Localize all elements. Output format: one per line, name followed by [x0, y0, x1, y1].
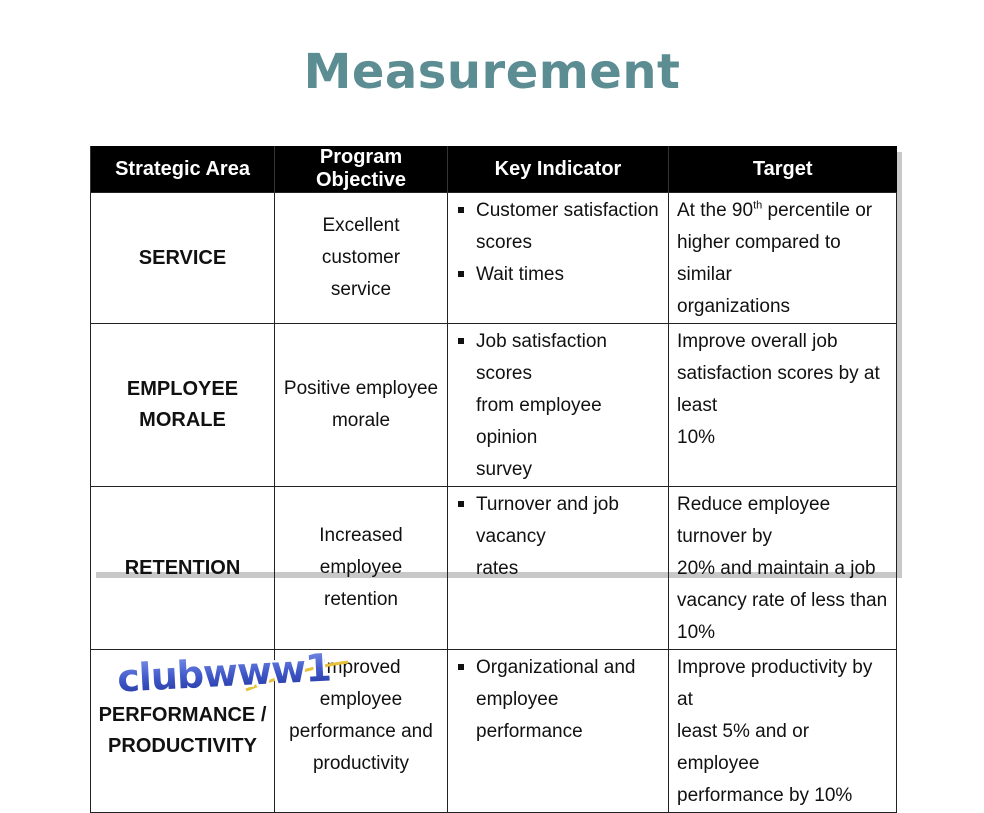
target-line: least 5% and or employee [677, 721, 810, 774]
target-cell [669, 193, 897, 324]
strategic-area-cell: SERVICE [91, 193, 275, 324]
strategic-area-cell: EMPLOYEE MORALE [91, 324, 275, 487]
table-row [91, 487, 897, 650]
measurement-table [90, 146, 897, 813]
header-program-objective: Program Objective [275, 146, 448, 193]
objective-line: performance and [289, 721, 433, 742]
target-superscript: th [753, 199, 763, 212]
indicator-line: from employee opinion [476, 395, 602, 448]
key-indicator-cell [448, 324, 669, 487]
indicator-item [456, 489, 664, 585]
indicator-item [456, 652, 664, 748]
objective-line: productivity [312, 753, 410, 774]
logo-text: clubwww1 [116, 645, 332, 701]
indicator-line: survey [476, 459, 532, 480]
key-indicator-cell [448, 650, 669, 813]
header-strategic-area: Strategic Area [91, 146, 275, 193]
target-line: 20% and maintain a job [677, 558, 876, 579]
strategic-area-cell: RETENTION [91, 487, 275, 650]
indicator-line: Organizational and [476, 657, 636, 678]
objective-line: morale [331, 410, 391, 431]
target-line: performance by 10% [677, 785, 853, 806]
target-line: vacancy rate of less than 10% [677, 590, 888, 643]
target-line: 10% [677, 427, 716, 448]
indicator-line: Wait times [476, 264, 564, 285]
objective-line: service [330, 279, 392, 300]
clubwww1-logo [96, 640, 352, 702]
objective-line: Improved employee [319, 657, 403, 710]
indicator-line: rates [476, 558, 519, 579]
target-line: Reduce employee turnover by [677, 494, 831, 547]
table-header-row [91, 146, 897, 193]
key-indicator-cell [448, 193, 669, 324]
indicator-item [456, 195, 664, 259]
indicator-item [456, 326, 664, 486]
target-line: Improve productivity by at [677, 657, 873, 710]
page-title: Measurement [303, 44, 681, 100]
target-line: higher compared to similar [677, 232, 841, 285]
header-target: Target [669, 146, 897, 193]
indicator-line: Job satisfaction scores [476, 331, 607, 384]
table-row [91, 324, 897, 487]
program-objective-cell [275, 324, 448, 487]
target-line: percentile or [762, 200, 873, 221]
objective-line: Positive employee [283, 378, 439, 399]
table-row [91, 193, 897, 324]
indicator-item [456, 259, 664, 291]
indicator-line: Customer satisfaction [476, 200, 659, 221]
objective-line: retention [324, 589, 398, 610]
key-indicator-cell [448, 487, 669, 650]
objective-line: Excellent customer [321, 215, 401, 268]
target-line: Improve overall job [677, 331, 838, 352]
program-objective-cell [275, 487, 448, 650]
indicator-line: Turnover and job vacancy [476, 494, 619, 547]
target-cell [669, 324, 897, 487]
objective-line: Increased employee [319, 525, 403, 578]
program-objective-cell [275, 193, 448, 324]
target-line: At the 90 [677, 200, 754, 221]
target-line: satisfaction scores by at least [677, 363, 880, 416]
indicator-line: employee performance [476, 689, 583, 742]
area-line: PERFORMANCE / [98, 704, 267, 726]
indicator-line: scores [476, 232, 532, 253]
target-cell [669, 487, 897, 650]
target-line: organizations [677, 296, 791, 317]
area-line: PRODUCTIVITY [108, 735, 257, 757]
header-key-indicator: Key Indicator [448, 146, 669, 193]
target-cell [669, 650, 897, 813]
